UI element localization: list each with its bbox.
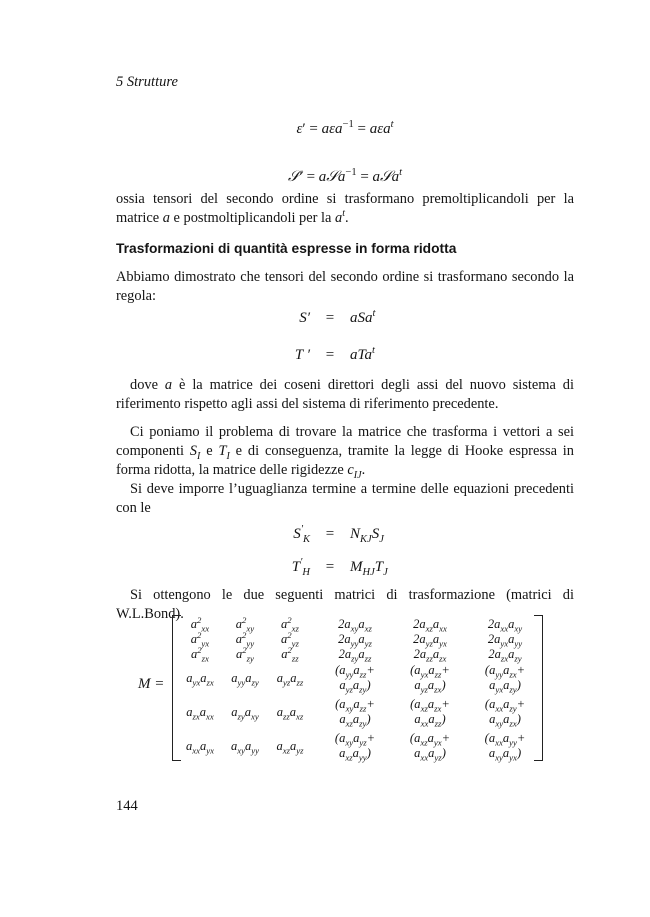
eq-op: =: [325, 310, 335, 326]
eq-rhs: aTa$^t$: [350, 345, 375, 363]
matrix-cell: $a^2_{yx}$: [190, 629, 210, 649]
matrix-cell: ($a_{yx}a_{zz}+$ $a_{yz}a_{zx}$): [410, 663, 450, 695]
matrix-cell: $2a_{yx}a_{yy}$: [487, 632, 523, 649]
paragraph-2: Abbiamo dimostrato che tensori del secondo ordine si trasformano secondo la regola:: [116, 269, 574, 304]
matrix-cell: $2a_{xy}a_{xz}$: [338, 617, 372, 634]
page-number: 144: [116, 798, 138, 814]
matrix-cell: $2a_{yy}a_{yz}$: [338, 632, 372, 649]
eq-op: =: [325, 347, 335, 363]
eq-lhs: T ′: [294, 347, 310, 363]
matrix-cell: $a^2_{zz}$: [281, 644, 299, 664]
matrix-cell: $a^2_{xz}$: [281, 614, 299, 634]
matrix-cell: $a_{zx}a_{xx}$: [186, 705, 214, 722]
eq-lhs: S′: [299, 310, 310, 326]
matrix-cell: $a_{yx}a_{zx}$: [186, 671, 214, 688]
matrix-cell: ($a_{xz}a_{yx}+$ $a_{xx}a_{yz}$): [409, 731, 451, 763]
matrix-cell: $a_{zz}a_{xz}$: [276, 705, 304, 722]
matrix-cell: ($a_{xy}a_{yz}+$ $a_{xz}a_{yy}$): [334, 731, 376, 763]
matrix-cell: $a_{yy}a_{zy}$: [231, 671, 259, 688]
eq-rhs: $M_{HJ}T_J$: [350, 559, 388, 578]
matrix-cell: ($a_{yy}a_{zx}+$ $a_{yx}a_{zy}$): [484, 663, 526, 695]
matrix-cell: $2a_{zz}a_{zx}$: [413, 647, 447, 664]
matrix-cell: $a^2_{yz}$: [281, 629, 299, 649]
matrix-cell: $2a_{xz}a_{xx}$: [413, 617, 447, 634]
matrix-cell: ($a_{xx}a_{zy}+$ $a_{xy}a_{zx}$): [484, 697, 526, 729]
paragraph-3: dove a è la matrice dei coseni direttori degli assi del nuovo sistema di riferimento rispetto agli assi del sistema di riferimento precedente.: [116, 377, 574, 412]
eq-op: =: [325, 559, 335, 575]
matrix-cell: ($a_{yy}a_{zz}+$ $a_{yz}a_{zy}$): [335, 663, 375, 695]
equation-t-transform: [250, 347, 375, 364]
matrix-cell: $a^2_{zy}$: [236, 644, 254, 664]
matrix-cell: $a^2_{yy}$: [235, 629, 255, 649]
matrix-cell: $2a_{zx}a_{zy}$: [488, 647, 522, 664]
equation-sk: [250, 526, 384, 543]
paragraph-4: Ci poniamo il problema di trovare la matrice che trasforma i vettori a sei componenti $S_I$ e $T_I$ e di conseguenza, tramite la legge di Hooke espressa in forma ridotta, la matrice delle rigidezze $c_{IJ}$.: [116, 424, 574, 481]
section-heading: Trasformazioni di quantità espresse in forma ridotta: [116, 241, 457, 256]
equation-s-transform: [250, 310, 375, 327]
matrix-cell: $a_{xx}a_{yx}$: [185, 739, 215, 756]
running-head: 5 Strutture: [116, 74, 178, 90]
eq-rhs: aSa$^t$: [350, 308, 376, 326]
eq-op: =: [325, 526, 335, 542]
equation-script-s: 𝒮′ = a𝒮a$^{-1}$ = a𝒮a$^t$: [287, 167, 403, 185]
equation-epsilon: ε′ = aεa$^{-1}$ = aεa$^t$: [296, 119, 394, 137]
matrix-cell: ($a_{xz}a_{zx}+$ $a_{xx}a_{zz}$): [410, 697, 450, 729]
matrix-cell: $2a_{yz}a_{yx}$: [413, 632, 447, 649]
paragraph-6: Si ottengono le due seguenti matrici di trasformazione (matrici di W.L.Bond).: [116, 587, 574, 622]
matrix-cell: $a^2_{zx}$: [191, 644, 209, 664]
matrix-cell: $a_{xy}a_{yy}$: [230, 739, 260, 756]
matrix-cell: $a_{yz}a_{zz}$: [276, 671, 304, 688]
matrix-cell: ($a_{xy}a_{zz}+$ $a_{xz}a_{zy}$): [335, 697, 375, 729]
paragraph-5: Si deve imporre l’uguaglianza termine a termine delle equazioni precedenti con le: [116, 481, 574, 516]
paragraph-1: ossia tensori del secondo ordine si trasformano premoltiplicandoli per la matrice a e postmoltiplicandoli per la $a^t$.: [116, 191, 574, 226]
eq-rhs: $N_{KJ}S_J$: [350, 526, 384, 545]
eq-lhs: $S'_K$: [293, 524, 310, 545]
matrix-cell: ($a_{xx}a_{yy}+$ $a_{xy}a_{yx}$): [484, 731, 526, 763]
matrix-cell: $a_{xz}a_{yz}$: [276, 739, 304, 756]
matrix-cell: $2a_{xx}a_{xy}$: [487, 617, 523, 634]
matrix-cell: $2a_{zy}a_{zz}$: [338, 647, 372, 664]
matrix-label: M =: [138, 676, 165, 692]
matrix-cell: $a^2_{xy}$: [235, 614, 255, 634]
matrix-cell: $a^2_{xx}$: [190, 614, 210, 634]
matrix-cell: $a_{zy}a_{xy}$: [231, 705, 259, 722]
equation-th: [250, 559, 388, 576]
eq-lhs: $T'_H$: [291, 557, 310, 578]
